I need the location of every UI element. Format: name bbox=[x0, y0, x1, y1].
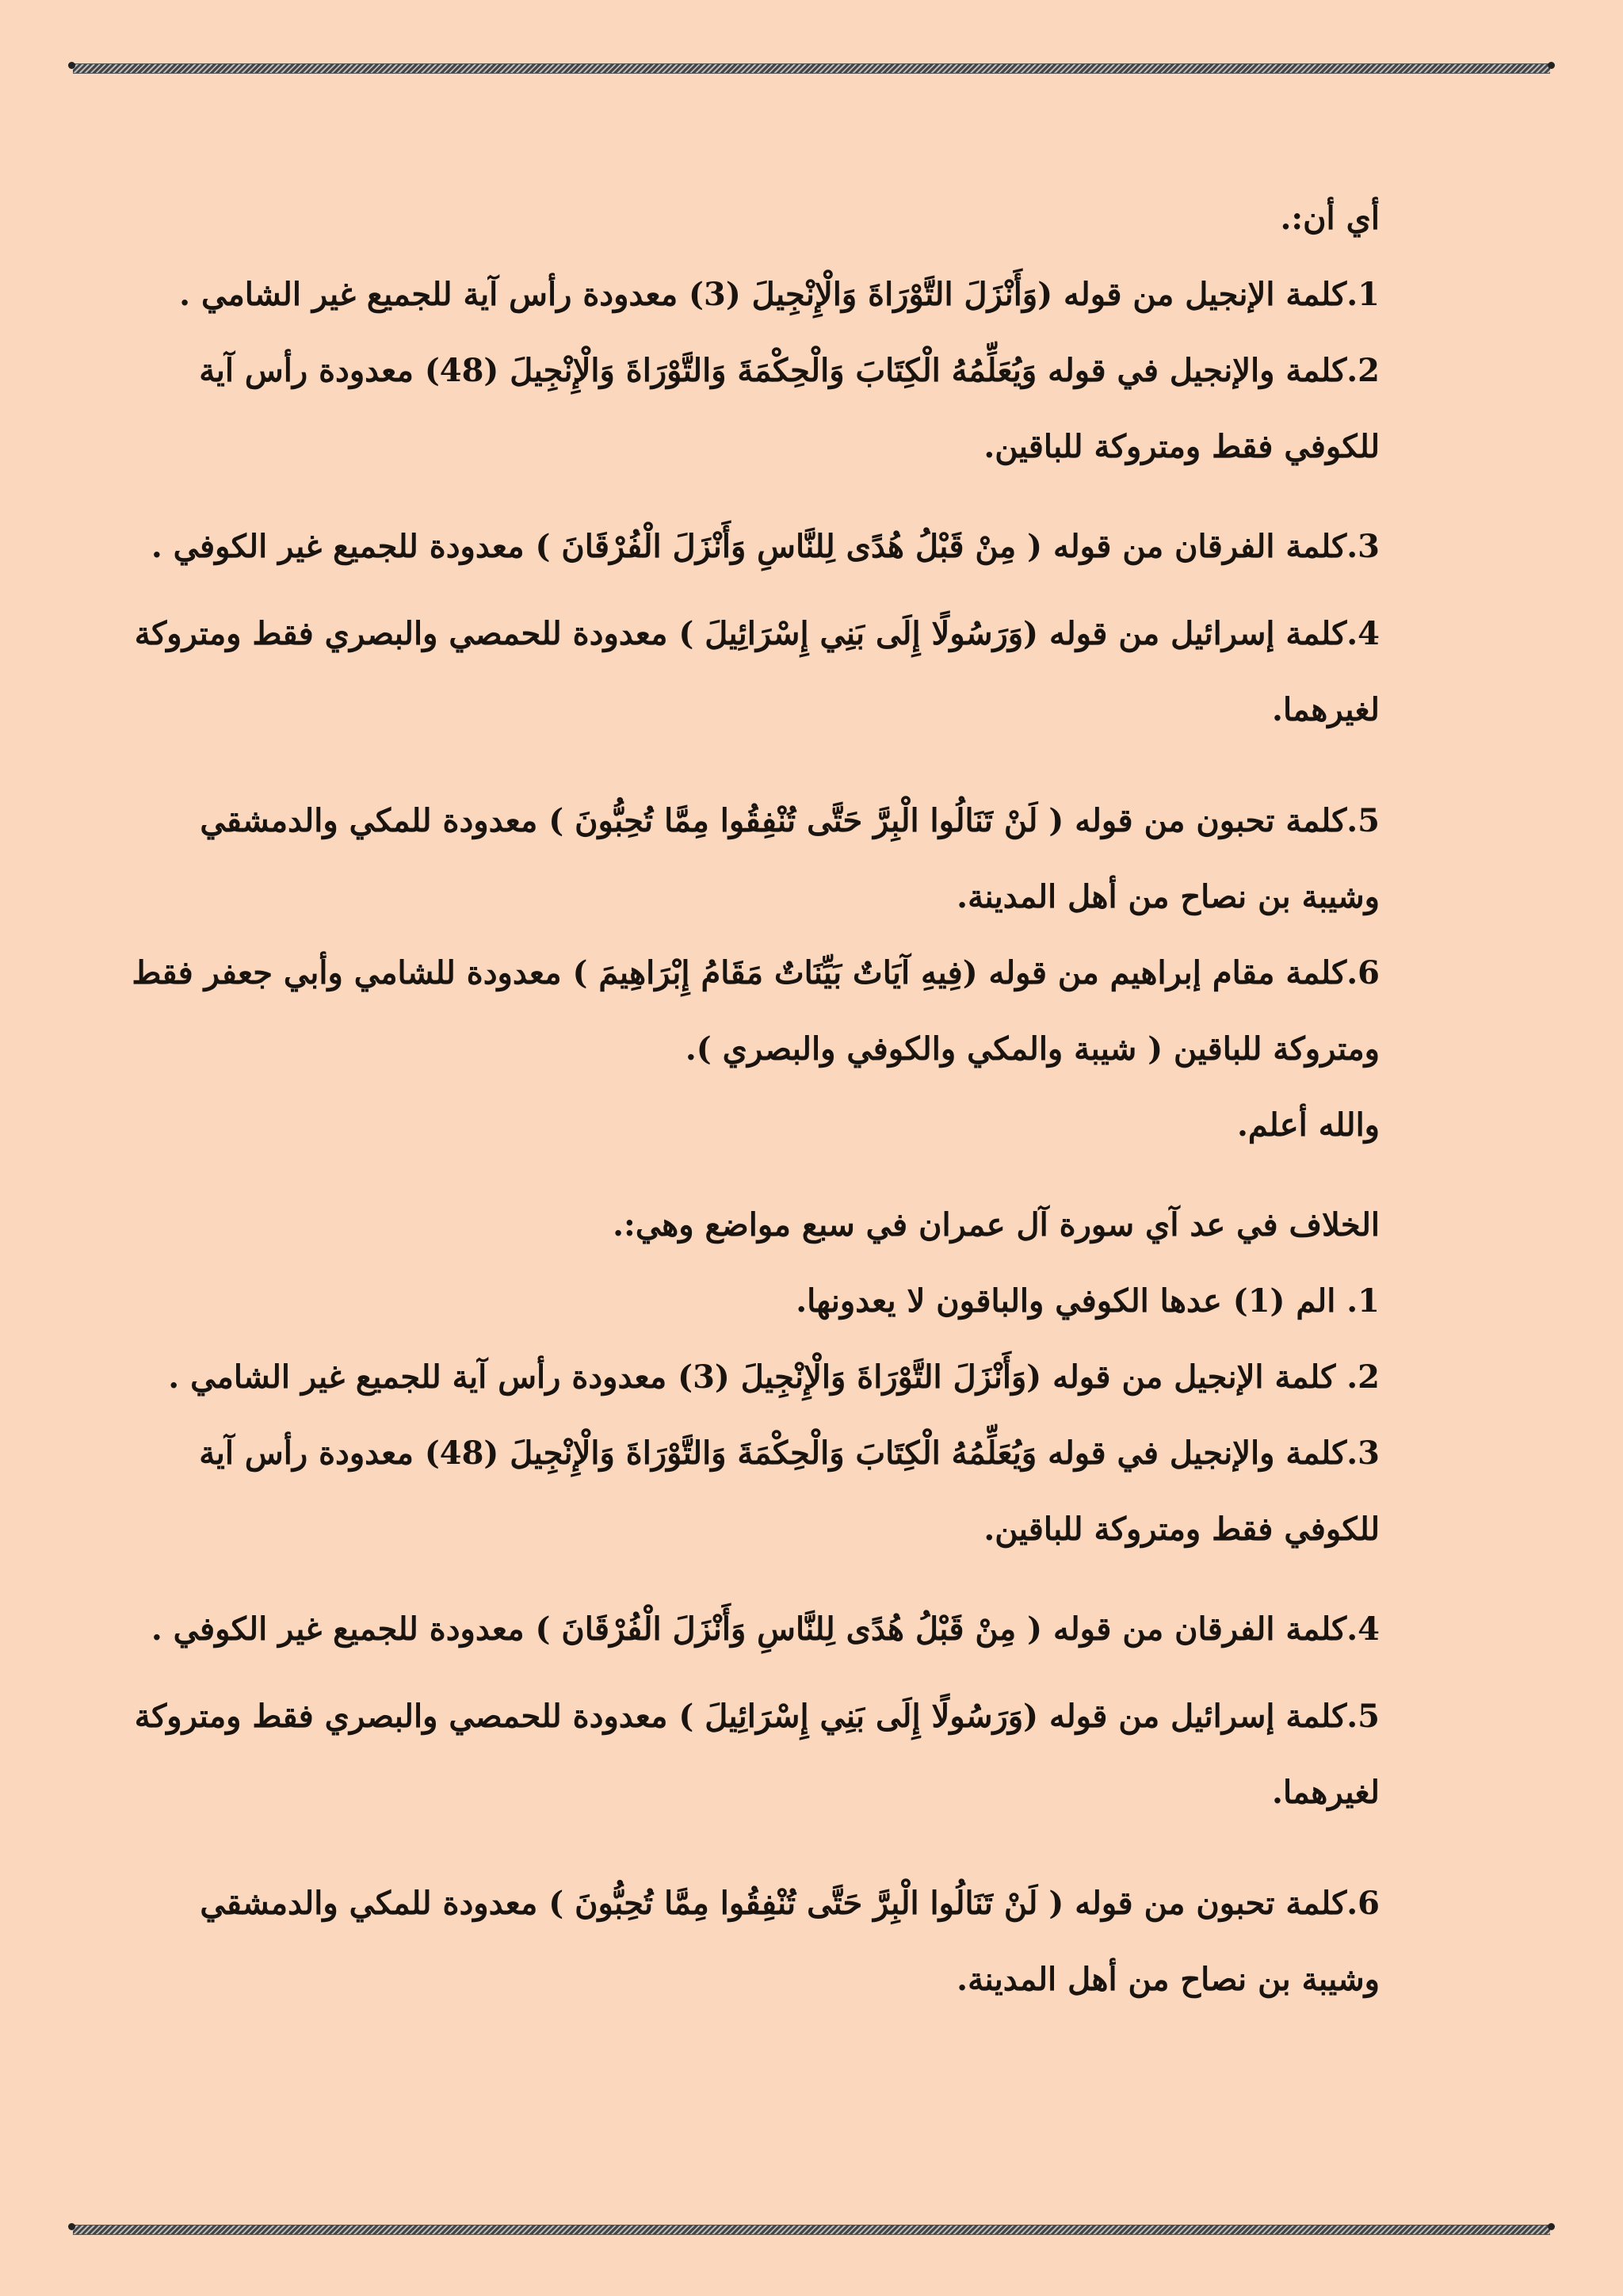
section1-item-5: 5.كلمة تحبون من قوله ( لَنْ تَنَالُوا الْبِرَّ حَتَّى تُنْفِقُوا مِمَّا تُحِبُّونَ ) معدودة للمكي والدمشقي bbox=[200, 802, 1380, 839]
section2-intro: الخلاف في عد آي سورة آل عمران في سبع مواضع وهي:. bbox=[613, 1206, 1380, 1244]
section1-item-1: 1.كلمة الإنجيل من قوله (وَأَنْزَلَ التَّوْرَاةَ وَالْإِنْجِيلَ (3) معدودة رأس آية للجميع غير الشامي . bbox=[179, 276, 1380, 313]
section2-item-3: 3.كلمة والإنجيل في قوله وَيُعَلِّمُهُ الْكِتَابَ وَالْحِكْمَةَ وَالتَّوْرَاةَ وَالْإِنْجِيلَ (48) معدودة رأس آية bbox=[199, 1435, 1380, 1472]
section2-item-1: 1. الم (1) عدها الكوفي والباقون لا يعدونها. bbox=[796, 1282, 1380, 1320]
section2-item-4: 4.كلمة الفرقان من قوله ( مِنْ قَبْلُ هُدًى لِلنَّاسِ وَأَنْزَلَ الْفُرْقَانَ ) معدودة للجميع غير الكوفي . bbox=[151, 1610, 1380, 1648]
top-border-rule bbox=[73, 63, 1550, 74]
section2-item-6: 6.كلمة تحبون من قوله ( لَنْ تَنَالُوا الْبِرَّ حَتَّى تُنْفِقُوا مِمَّا تُحِبُّونَ ) معدودة للمكي والدمشقي bbox=[200, 1885, 1380, 1922]
section1-item-2: 2.كلمة والإنجيل في قوله وَيُعَلِّمُهُ الْكِتَابَ وَالْحِكْمَةَ وَالتَّوْرَاةَ وَالْإِنْجِيلَ (48) معدودة رأس آية bbox=[199, 352, 1380, 389]
closing-phrase: والله أعلم. bbox=[1237, 1106, 1380, 1144]
section1-intro: أي أن:. bbox=[1280, 200, 1380, 237]
section2-item-3-continued: للكوفي فقط ومتروكة للباقين. bbox=[983, 1511, 1380, 1548]
section1-item-6: 6.كلمة مقام إبراهيم من قوله (فِيهِ آيَاتٌ بَيِّنَاتٌ مَقَامُ إِبْرَاهِيمَ ) معدودة للشامي وأبي جعفر فقط bbox=[132, 954, 1380, 991]
page-body bbox=[132, 197, 1380, 2002]
section1-item-6-continued: ومتروكة للباقين ( شيبة والمكي والكوفي والبصري ). bbox=[685, 1030, 1380, 1068]
bottom-border-rule bbox=[73, 2225, 1550, 2235]
section1-item-5-continued: وشيبة بن نصاح من أهل المدينة. bbox=[957, 878, 1380, 915]
section2-item-5-continued: لغيرهما. bbox=[1272, 1774, 1380, 1811]
section1-item-2-continued: للكوفي فقط ومتروكة للباقين. bbox=[983, 428, 1380, 465]
rule-end-dot-left bbox=[68, 2223, 75, 2230]
section1-item-4-continued: لغيرهما. bbox=[1272, 691, 1380, 728]
rule-end-dot-left bbox=[68, 62, 75, 69]
section1-item-4: 4.كلمة إسرائيل من قوله (وَرَسُولًا إِلَى بَنِي إِسْرَائِيلَ ) معدودة للحمصي والبصري فقط ومتروكة bbox=[134, 615, 1380, 652]
section1-item-3: 3.كلمة الفرقان من قوله ( مِنْ قَبْلُ هُدًى لِلنَّاسِ وَأَنْزَلَ الْفُرْقَانَ ) معدودة للجميع غير الكوفي . bbox=[151, 528, 1380, 565]
section2-item-6-continued: وشيبة بن نصاح من أهل المدينة. bbox=[957, 1961, 1380, 1998]
rule-end-dot-right bbox=[1548, 62, 1555, 69]
section2-item-2: 2. كلمة الإنجيل من قوله (وَأَنْزَلَ التَّوْرَاةَ وَالْإِنْجِيلَ (3) معدودة رأس آية للجميع غير الشامي . bbox=[168, 1358, 1380, 1396]
section2-item-5: 5.كلمة إسرائيل من قوله (وَرَسُولًا إِلَى بَنِي إِسْرَائِيلَ ) معدودة للحمصي والبصري فقط ومتروكة bbox=[134, 1698, 1380, 1735]
rule-end-dot-right bbox=[1548, 2223, 1555, 2230]
